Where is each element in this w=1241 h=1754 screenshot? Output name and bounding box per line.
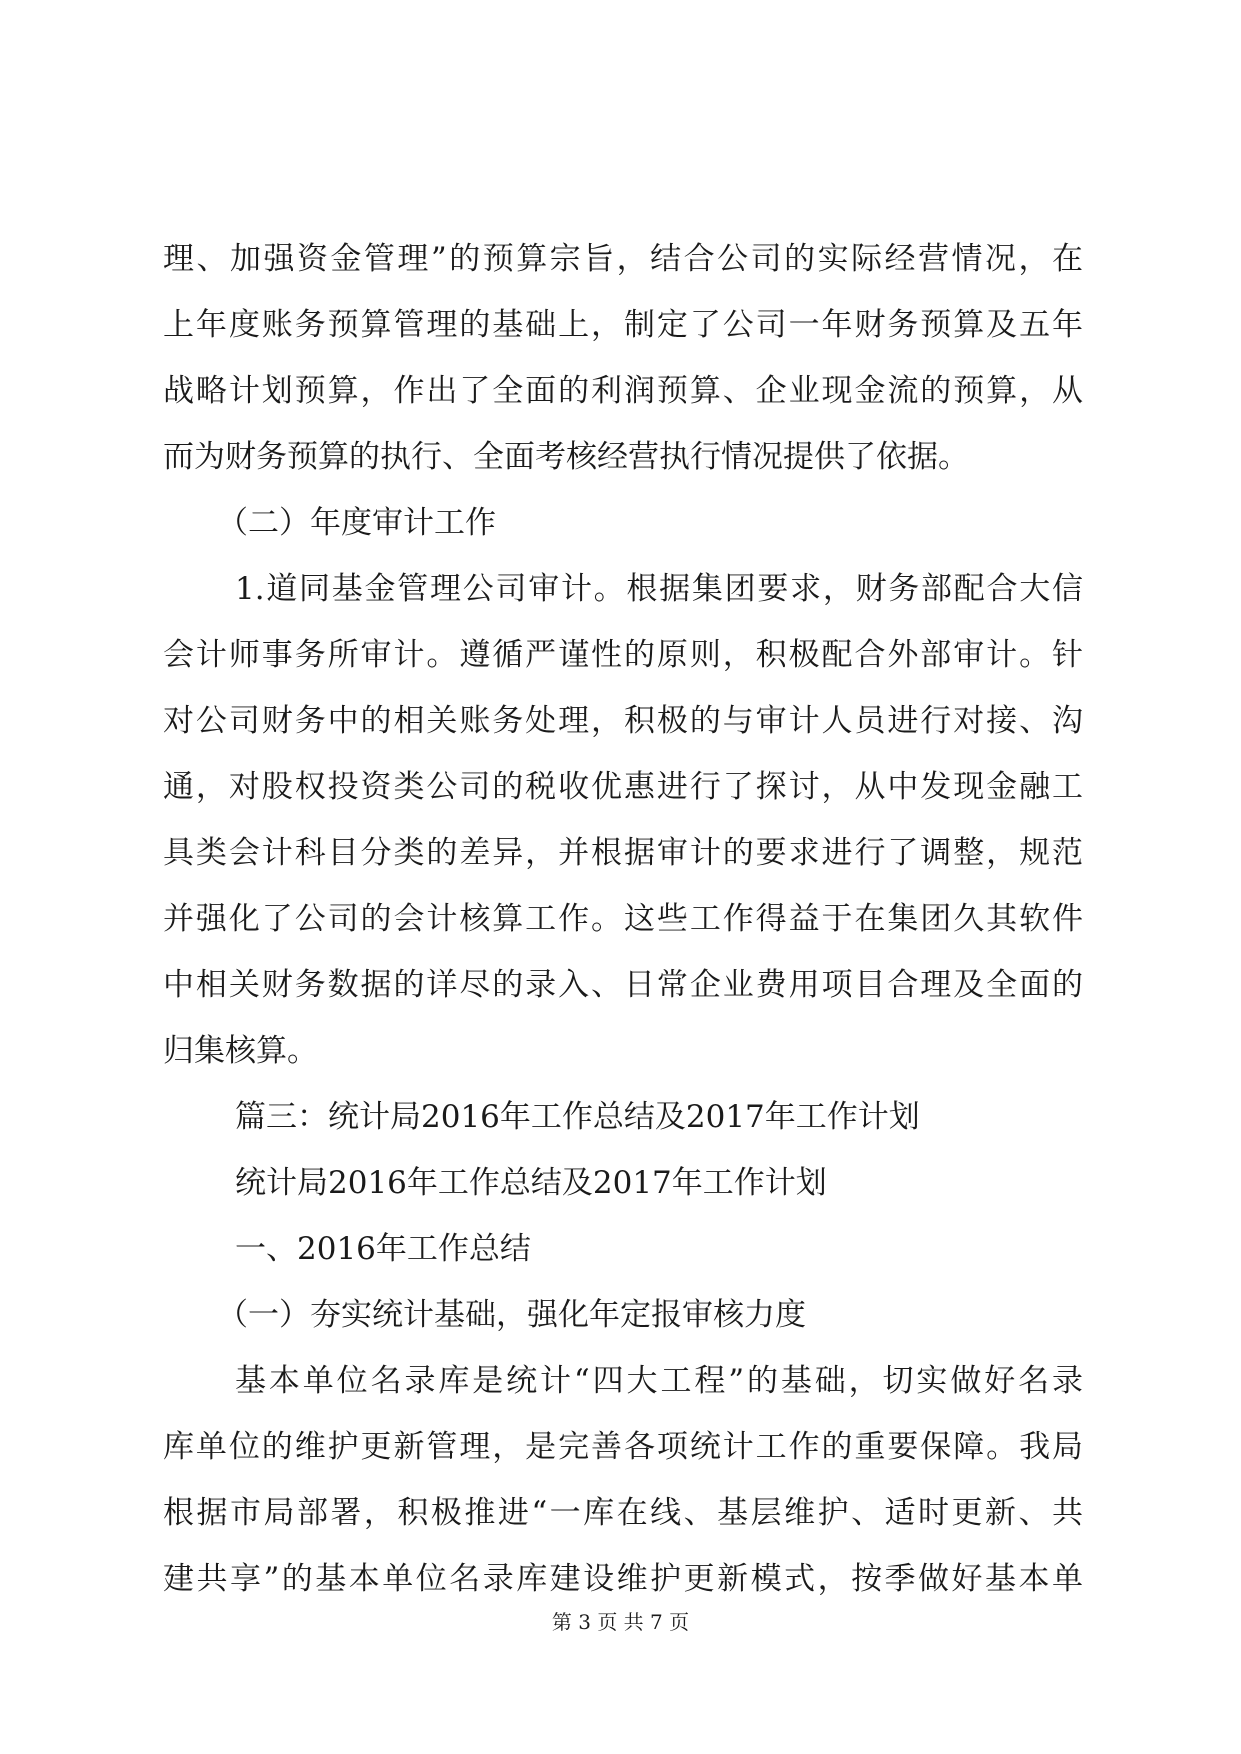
paragraph-line: 上年度账务预算管理的基础上，制定了公司一年财务预算及五年	[163, 307, 1083, 343]
section-heading: 一、2016年工作总结	[235, 1231, 531, 1267]
subsection-heading: （一）夯实统计基础，强化年定报审核力度	[217, 1297, 806, 1333]
document-title: 统计局2016年工作总结及2017年工作计划	[235, 1165, 827, 1201]
page-footer: 第 3 页 共 7 页	[551, 1610, 690, 1634]
paragraph-line: 会计师事务所审计。遵循严谨性的原则，积极配合外部审计。针	[163, 637, 1083, 673]
paragraph-line: 具类会计科目分类的差异，并根据审计的要求进行了调整，规范	[163, 835, 1083, 871]
section-heading: （二）年度审计工作	[217, 505, 496, 541]
paragraph-line: 归集核算。	[163, 1033, 318, 1069]
paragraph-line: 并强化了公司的会计核算工作。这些工作得益于在集团久其软件	[163, 901, 1083, 937]
chapter-title: 篇三：统计局2016年工作总结及2017年工作计划	[235, 1099, 920, 1135]
paragraph-line: 对公司财务中的相关账务处理，积极的与审计人员进行对接、沟	[163, 703, 1083, 739]
paragraph-line: 基本单位名录库是统计“四大工程”的基础，切实做好名录	[235, 1363, 1083, 1399]
paragraph-line: 建共享”的基本单位名录库建设维护更新模式，按季做好基本单	[163, 1561, 1083, 1597]
paragraph-line: 1.道同基金管理公司审计。根据集团要求，财务部配合大信	[235, 571, 1083, 607]
paragraph-line: 通，对股权投资类公司的税收优惠进行了探讨，从中发现金融工	[163, 769, 1083, 805]
paragraph-line: 中相关财务数据的详尽的录入、日常企业费用项目合理及全面的	[163, 967, 1083, 1003]
paragraph-line: 根据市局部署，积极推进“一库在线、基层维护、适时更新、共	[163, 1495, 1083, 1531]
paragraph-line: 库单位的维护更新管理，是完善各项统计工作的重要保障。我局	[163, 1429, 1083, 1465]
paragraph-line: 而为财务预算的执行、全面考核经营执行情况提供了依据。	[163, 439, 969, 475]
document-body	[163, 226, 1083, 1612]
paragraph-line: 理、加强资金管理”的预算宗旨，结合公司的实际经营情况，在	[163, 241, 1083, 277]
paragraph-line: 战略计划预算，作出了全面的利润预算、企业现金流的预算，从	[163, 373, 1083, 409]
